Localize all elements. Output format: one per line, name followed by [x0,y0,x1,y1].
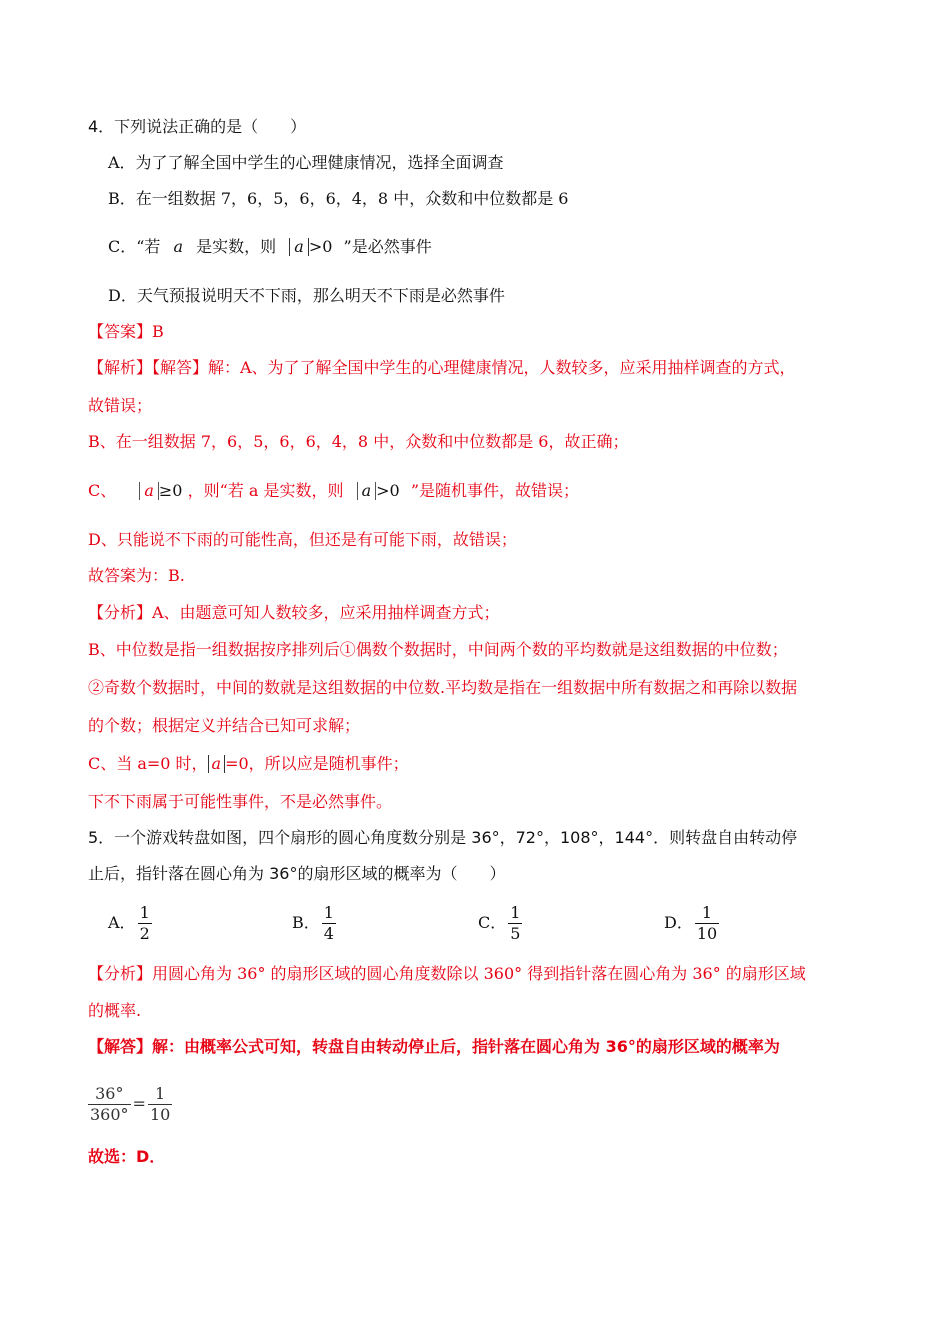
q4-fenxi-c-post: =0，所以应是随机事件； [225,754,409,773]
q5-option-label: C． [478,913,507,932]
q5-fenxi-line1: 【分析】用圆心角为 36° 的扇形区域的圆心角度数除以 360° 得到指针落在圆心角为 36° 的扇形区域 [88,964,806,983]
q4-answer: 【答案】B [88,322,164,341]
q4-fenxi-c-abs: a [208,755,226,773]
q5-stem-line1: 5．一个游戏转盘如图，四个扇形的圆心角度数分别是 36°，72°，108°，144°．则转盘自由转动停 [88,828,798,847]
fraction-numerator: 1 [701,903,713,922]
q5-option-c [478,903,524,944]
q4-analysis-line1: 【解析】【解答】解：A、为了了解全国中学生的心理健康情况，人数较多，应采用抽样调查的方式， [88,358,796,377]
q4-analysis-c-mid: ，则“若 a 是实数，则 [187,481,344,500]
q4-analysis-d: D、只能说不下雨的可能性高，但还是有可能下雨，故错误； [88,530,517,549]
q4-fenxi-a: 【分析】A、由题意可知人数较多，应采用抽样调查方式； [88,603,500,622]
q5-option-a [108,903,154,944]
q4-option-c-rel: >0 [308,237,333,256]
q4-analysis-b: B、在一组数据 7，6，5，6，6，4，8 中，众数和中位数都是 6，故正确； [88,432,629,451]
q4-conclusion: 故答案为：B. [88,566,185,585]
q5-equation [86,1084,174,1125]
q4-fenxi-b1: B、中位数是指一组数据按序排列后①偶数个数据时，中间两个数的平均数就是这组数据的中位数； [88,640,788,659]
q4-analysis-c [88,479,579,503]
q5-option-fraction [322,903,336,944]
q5-stem-line2: 止后，指针落在圆心角为 36°的扇形区域的概率为（ ） [88,864,506,883]
q5-solution-text: 解：由概率公式可知，转盘自由转动停止后，指针落在圆心角为 36°的扇形区域的概率为 [152,1037,780,1056]
q5-final-answer: 故选：D． [88,1147,166,1166]
q4-option-c-mid: 是实数，则 [196,237,277,256]
fraction-denominator: 360° [90,1105,129,1124]
q4-option-c-var: a [173,237,184,256]
fraction-denominator: 4 [323,924,334,943]
fraction-numerator: 36° [95,1084,124,1103]
q5-option-label: B． [292,913,320,932]
q4-stem: 4．下列说法正确的是（ ） [88,117,307,136]
q4-analysis-c-pre: C、 [88,481,117,500]
fraction-denominator: 2 [139,924,150,943]
q4-option-c [108,235,432,259]
fraction-numerator: 1 [139,903,150,922]
fraction-numerator: 1 [510,903,521,922]
q4-option-c-abs: a [289,238,309,256]
q4-analysis-c-abs1: a [139,482,159,500]
q5-option-d [664,903,721,944]
q4-option-a: A．为了了解全国中学生的心理健康情况，选择全面调查 [108,153,504,172]
q4-analysis-c-rel2: >0 [376,481,400,500]
equation-lhs-fraction [88,1084,131,1125]
fraction-numerator: 1 [155,1084,166,1103]
q4-analysis-c-abs2: a [357,482,377,500]
fraction-denominator: 10 [696,924,718,943]
q5-solution-tag: 【解答】 [88,1037,153,1056]
equation-sign: = [132,1094,146,1113]
q4-fenxi-c-pre: C、当 a=0 时， [88,754,208,773]
fraction-numerator: 1 [323,903,334,922]
q4-fenxi-b3: 的个数；根据定义并结合已知可求解； [88,716,361,735]
q4-analysis-c-post: ”是随机事件，故错误； [410,481,579,500]
q4-analysis-c-rel1: ≥0 [158,481,183,500]
equation-rhs-fraction [148,1084,172,1125]
q5-option-fraction [138,903,152,944]
q4-analysis-line2: 故错误； [88,396,153,415]
q5-option-fraction [695,903,719,944]
q5-option-b [292,903,338,944]
q5-option-label: A． [108,913,136,932]
q5-fenxi-line2: 的概率. [88,1001,142,1020]
q5-option-fraction [508,903,522,944]
q4-option-c-post: ”是必然事件 [343,237,432,256]
q4-fenxi-b2: ②奇数个数据时，中间的数就是这组数据的中位数.平均数是指在一组数据中所有数据之和再除以数据 [88,678,798,697]
q4-option-b: B．在一组数据 7，6，5，6，6，4，8 中，众数和中位数都是 6 [108,189,569,208]
q4-fenxi-c [88,752,409,776]
q5-option-label: D． [664,913,693,932]
fraction-denominator: 5 [510,924,521,943]
q5-solution [88,1035,780,1059]
q4-option-d: D．天气预报说明天不下雨，那么明天不下雨是必然事件 [108,286,505,305]
q4-fenxi-d: 下不下雨属于可能性事件，不是必然事件。 [88,792,393,811]
q4-option-c-pre: C．“若 [108,237,161,256]
fraction-denominator: 10 [149,1105,171,1124]
